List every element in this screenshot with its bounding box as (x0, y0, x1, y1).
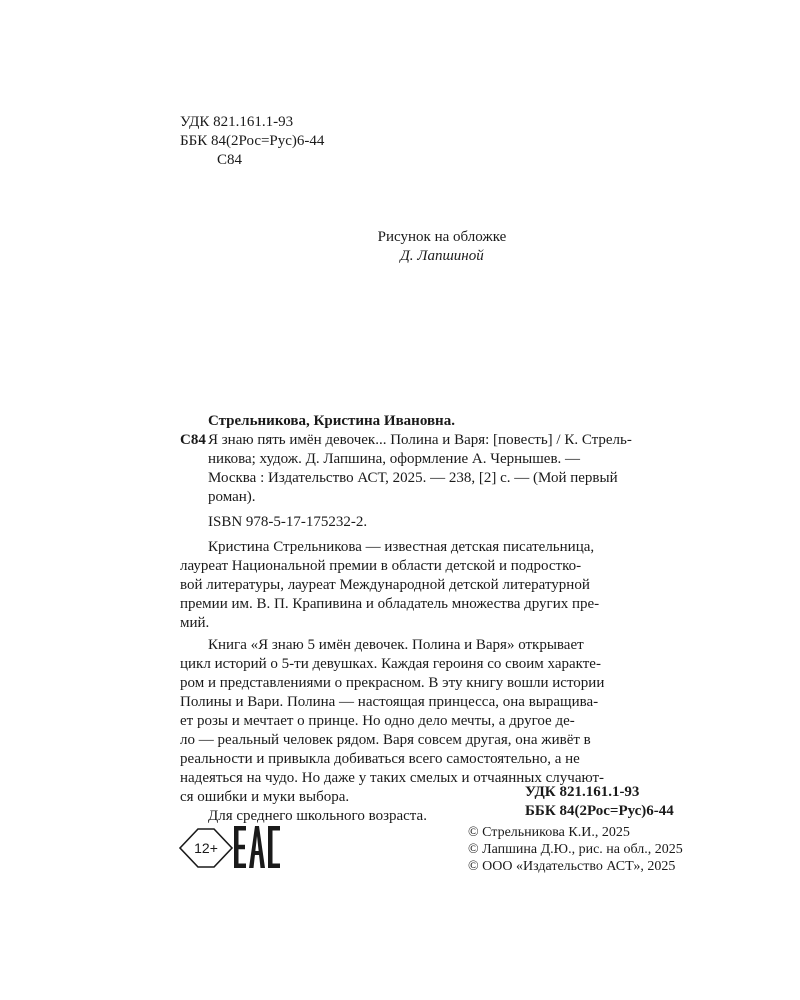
entry-line: Я знаю пять имён девочек... Полина и Варя: [повесть] / К. Стрель- (208, 432, 632, 448)
bottom-classification-codes (525, 783, 674, 821)
about-author-line: вой литературы, лауреат Международной детской литературной (180, 577, 590, 593)
about-author-line: Кристина Стрельникова — известная детская писательница, (208, 539, 595, 555)
cover-credit (0, 228, 800, 266)
about-book-line: Полины и Вари. Полина — настоящая принцесса, она выращива- (180, 694, 599, 710)
author-mark: С84 (217, 152, 243, 168)
about-author-line: мий. (180, 615, 210, 631)
about-book-line: ло — реальный человек рядом. Варя совсем другая, она живёт в (180, 732, 591, 748)
about-book-line: ся ошибки и муки выбора. (180, 789, 350, 805)
about-book-line: цикл историй о 5-ти девушках. Каждая героиня со своим характе- (180, 656, 601, 672)
bibliographic-record (180, 412, 705, 826)
about-book-line: надеяться на чудо. Но даже у таких смелых и отчаянных случают- (180, 770, 605, 786)
eac-mark-icon (234, 826, 280, 868)
isbn: ISBN 978-5-17-175232-2. (208, 514, 368, 530)
bbk-code: ББК 84(2Рос=Рус)6-44 (180, 133, 325, 149)
cover-credit-label: Рисунок на обложке (377, 229, 507, 245)
entry-line: роман). (208, 489, 256, 505)
bottom-udk-code: УДК 821.161.1-93 (525, 784, 640, 800)
age-rating-text: 12+ (194, 840, 218, 856)
about-book-line: реальности и привыкла добиваться всего самостоятельно, а не (180, 751, 580, 767)
bottom-bbk-code: ББК 84(2Рос=Рус)6-44 (525, 803, 674, 819)
copyright-line: © Стрельникова К.И., 2025 (468, 825, 630, 840)
about-author (180, 538, 705, 633)
entry-author-mark: С84 (180, 432, 206, 448)
about-author-line: премии им. В. П. Крапивина и обладатель множества других пре- (180, 596, 600, 612)
entry-line: никова; худож. Д. Лапшина, оформление А. Чернышев. — (208, 451, 581, 467)
udk-code: УДК 821.161.1-93 (180, 114, 294, 130)
about-book (180, 636, 705, 807)
classification-codes (180, 113, 324, 170)
about-book-line: Книга «Я знаю 5 имён девочек. Полина и Варя» открывает (208, 637, 584, 653)
audience-note: Для среднего школьного возраста. (208, 808, 427, 824)
title-entry (180, 431, 705, 507)
about-author-line: лауреат Национальной премии в области детской и подростко- (180, 558, 582, 574)
age-rating-badge (178, 826, 234, 870)
copyright-line: © ООО «Издательство АСТ», 2025 (468, 859, 676, 874)
copyright-block (468, 824, 683, 875)
author-heading: Стрельникова, Кристина Ивановна. (208, 413, 455, 429)
cover-credit-illustrator: Д. Лапшиной (400, 248, 484, 264)
copyright-line: © Лапшина Д.Ю., рис. на обл., 2025 (468, 842, 683, 857)
entry-line: Москва : Издательство АСТ, 2025. — 238, [2] с. — (Мой первый (208, 470, 618, 486)
about-book-line: ет розы и мечтает о принце. Но одно дело мечты, а другое де- (180, 713, 575, 729)
about-book-line: ром и представлениями о прекрасном. В эту книгу вошли истории (180, 675, 605, 691)
